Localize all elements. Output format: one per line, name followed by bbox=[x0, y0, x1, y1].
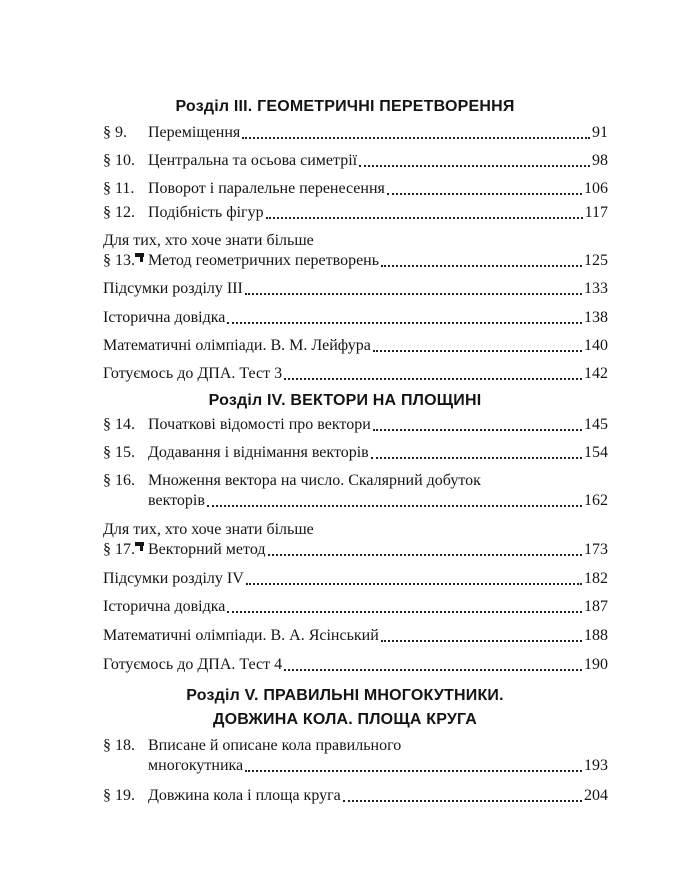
toc-entry-19[interactable] bbox=[103, 786, 608, 806]
entry-page-number: 187 bbox=[584, 598, 608, 615]
entry-page-number: 98 bbox=[592, 152, 608, 169]
entry-number: § 18. bbox=[103, 737, 135, 754]
entry-number: § 11. bbox=[103, 180, 135, 197]
toc-entry-14[interactable] bbox=[103, 415, 608, 435]
dot-leader bbox=[381, 265, 582, 267]
toc-entry-18-line1[interactable] bbox=[103, 736, 401, 756]
dot-leader bbox=[268, 554, 583, 556]
entry-title: векторів bbox=[148, 492, 205, 509]
toc-entry-test-4[interactable] bbox=[103, 655, 608, 675]
entry-page-number: 140 bbox=[584, 337, 608, 354]
entry-page-number: 190 bbox=[584, 656, 608, 673]
entry-page-number: 173 bbox=[584, 541, 608, 558]
entry-title: Довжина кола і площа круга bbox=[148, 787, 341, 804]
dot-leader bbox=[371, 457, 582, 459]
entry-page-number: 162 bbox=[584, 492, 608, 509]
entry-page-number: 138 bbox=[584, 309, 608, 326]
toc-entry-18[interactable] bbox=[148, 756, 608, 776]
toc-entry-17[interactable] bbox=[103, 540, 608, 560]
entry-title: Подібність фігур bbox=[148, 204, 264, 221]
entry-number: § 17. bbox=[103, 540, 148, 560]
entry-title: Початкові відомості про вектори bbox=[148, 416, 371, 433]
section-heading-3: Розділ III. ГЕОМЕТРИЧНІ ПЕРЕТВОРЕННЯ bbox=[175, 98, 515, 115]
entry-number: § 14. bbox=[103, 416, 135, 433]
toc-entry-test-3[interactable] bbox=[103, 364, 608, 384]
entry-title: Переміщення bbox=[148, 124, 241, 141]
dot-leader bbox=[227, 322, 582, 324]
dot-leader bbox=[242, 137, 590, 139]
entry-title: Підсумки розділу IV bbox=[103, 570, 244, 587]
entry-title: Поворот і паралельне перенесення bbox=[148, 180, 385, 197]
dot-leader bbox=[245, 293, 582, 295]
entry-title: Додавання і віднімання векторів bbox=[148, 444, 369, 461]
entry-page-number: 133 bbox=[584, 280, 608, 297]
entry-page-number: 106 bbox=[584, 180, 608, 197]
dot-leader bbox=[266, 217, 583, 219]
dot-leader bbox=[381, 640, 582, 642]
entry-page-number: 182 bbox=[584, 570, 608, 587]
entry-title: Метод геометричних перетворень bbox=[148, 252, 380, 269]
entry-title: Центральна та осьова симетрії bbox=[148, 152, 358, 169]
toc-entry-16-line1[interactable] bbox=[103, 471, 481, 491]
entry-page-number: 125 bbox=[584, 252, 608, 269]
dot-leader bbox=[284, 378, 582, 380]
toc-entry-history-3[interactable] bbox=[103, 308, 608, 328]
toc-entry-11[interactable] bbox=[103, 179, 608, 199]
entry-title-line1: Множення вектора на число. Скалярний добуток bbox=[148, 472, 481, 489]
toc-entry-16[interactable] bbox=[148, 491, 608, 511]
entry-number: § 19. bbox=[103, 787, 135, 804]
entry-number: § 13. bbox=[103, 251, 148, 271]
entry-title: Історична довідка bbox=[103, 598, 226, 615]
entry-title: Векторний метод bbox=[148, 541, 266, 558]
entry-title: многокутника bbox=[148, 757, 244, 774]
entry-page-number: 204 bbox=[584, 787, 608, 804]
entry-title: Підсумки розділу III bbox=[103, 280, 243, 297]
entry-number: § 16. bbox=[103, 472, 135, 489]
entry-title: Історична довідка bbox=[103, 309, 226, 326]
toc-entry-olympiad-4[interactable] bbox=[103, 626, 608, 646]
entry-page-number: 142 bbox=[584, 365, 608, 382]
toc-entry-summary-4[interactable] bbox=[103, 569, 608, 589]
entry-title: Готуємось до ДПА. Тест 4 bbox=[103, 656, 283, 673]
toc-entry-summary-3[interactable] bbox=[103, 279, 608, 299]
toc-entry-12[interactable] bbox=[103, 203, 608, 223]
entry-title-line1: Вписане й описане кола правильного bbox=[148, 737, 402, 754]
dot-leader bbox=[245, 770, 582, 772]
entry-title: Математичні олімпіади. В. М. Лейфура bbox=[103, 337, 371, 354]
entry-page-number: 193 bbox=[584, 757, 608, 774]
entry-number: § 9. bbox=[103, 124, 127, 141]
dot-leader bbox=[343, 800, 582, 802]
dot-leader bbox=[246, 583, 582, 585]
toc-entry-olympiad-3[interactable] bbox=[103, 336, 608, 356]
toc-entry-13[interactable] bbox=[103, 251, 608, 271]
entry-page-number: 188 bbox=[584, 627, 608, 644]
toc-entry-9[interactable] bbox=[103, 123, 608, 143]
toc-entry-10[interactable] bbox=[103, 151, 608, 171]
entry-number: § 10. bbox=[103, 152, 135, 169]
toc-entry-history-4[interactable] bbox=[103, 597, 608, 617]
section-heading-5-line2: ДОВЖИНА КОЛА. ПЛОЩА КРУГА bbox=[212, 711, 478, 728]
entry-page-number: 91 bbox=[592, 124, 608, 141]
entry-page-number: 154 bbox=[584, 444, 608, 461]
entry-title: Готуємось до ДПА. Тест 3 bbox=[103, 365, 283, 382]
dot-leader bbox=[227, 611, 582, 613]
dot-leader bbox=[373, 350, 582, 352]
entry-title: Математичні олімпіади. В. А. Ясінський bbox=[103, 627, 379, 644]
section-heading-4: Розділ IV. ВЕКТОРИ НА ПЛОЩИНІ bbox=[208, 392, 482, 409]
dot-leader bbox=[373, 429, 582, 431]
entry-page-number: 145 bbox=[584, 416, 608, 433]
dot-leader bbox=[207, 505, 582, 507]
dot-leader bbox=[284, 669, 582, 671]
entry-number: § 15. bbox=[103, 444, 135, 461]
dot-leader bbox=[387, 193, 582, 195]
extra-reading-label: Для тих, хто хоче знати більше bbox=[103, 232, 314, 249]
entry-page-number: 117 bbox=[584, 204, 608, 221]
extra-reading-label: Для тих, хто хоче знати більше bbox=[103, 521, 314, 538]
toc-entry-15[interactable] bbox=[103, 443, 608, 463]
pointing-hand-icon bbox=[135, 253, 147, 262]
dot-leader bbox=[359, 165, 590, 167]
entry-number: § 12. bbox=[103, 204, 135, 221]
pointing-hand-icon bbox=[135, 542, 147, 551]
section-heading-5: Розділ V. ПРАВИЛЬНІ МНОГОКУТНИКИ. bbox=[186, 687, 504, 704]
